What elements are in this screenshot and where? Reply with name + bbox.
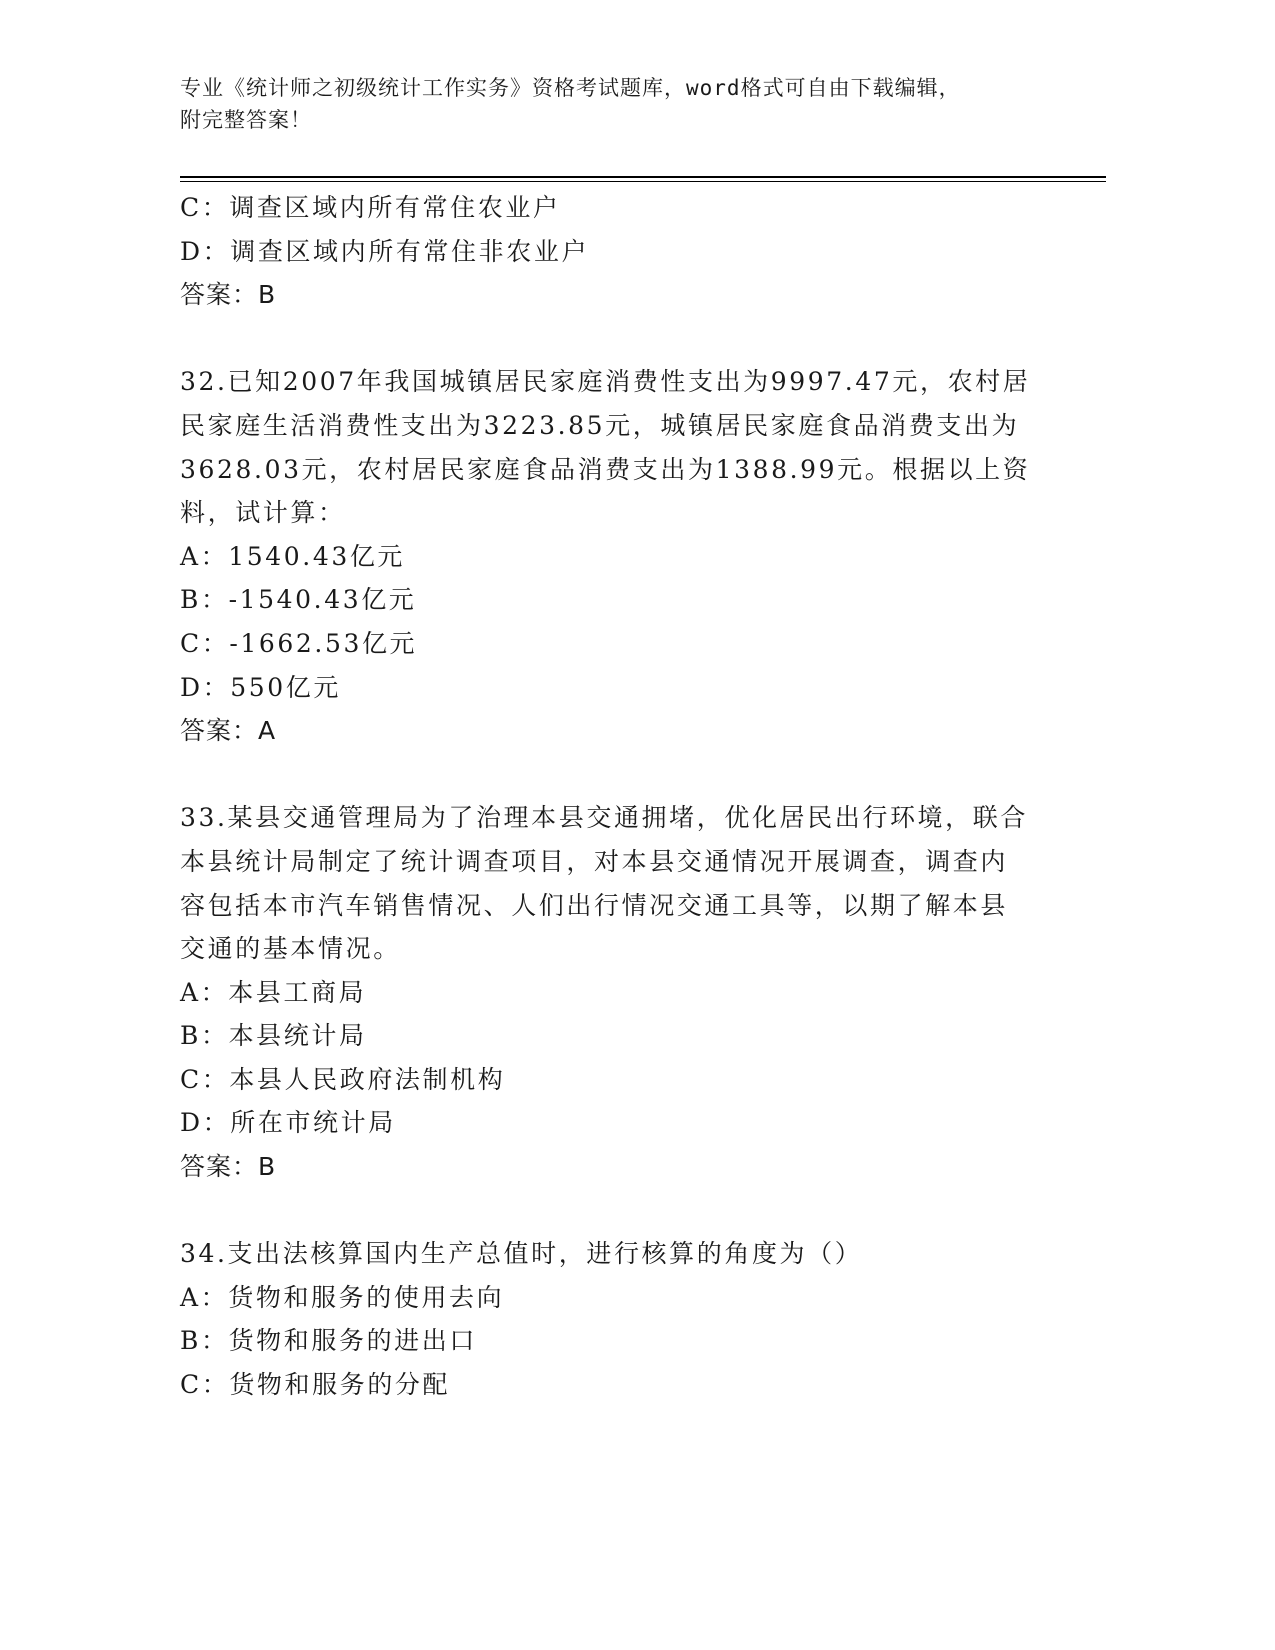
- option-c: C：-1662.53亿元: [180, 628, 418, 658]
- stem-line: 3628.03元，农村居民家庭食品消费支出为1388.99元。根据以上资: [180, 454, 1031, 484]
- option-a: A：1540.43亿元: [180, 541, 406, 571]
- answer-line: 答案：B: [180, 1152, 277, 1182]
- question-stem: [180, 796, 1060, 970]
- option-a: A：货物和服务的使用去向: [180, 1282, 505, 1312]
- stem-line: 本县统计局制定了统计调查项目，对本县交通情况开展调查，调查内: [180, 846, 1009, 876]
- question-33: [180, 796, 1060, 1188]
- option-a: A：本县工商局: [180, 977, 367, 1007]
- spacer: [180, 753, 1060, 797]
- header-divider-thick: [180, 176, 1106, 178]
- question-stem: 34.支出法核算国内生产总值时，进行核算的角度为（）: [180, 1239, 863, 1269]
- option-d: D：所在市统计局: [180, 1108, 396, 1138]
- question-31-tail: [180, 186, 1060, 317]
- option-c: C：货物和服务的分配: [180, 1370, 451, 1400]
- answer-line: 答案：B: [180, 280, 277, 310]
- spacer: [180, 1189, 1060, 1233]
- document-header: [180, 72, 1080, 136]
- header-line-1: 专业《统计师之初级统计工作实务》资格考试题库，word格式可自由下载编辑，: [180, 76, 961, 100]
- option-b: B：货物和服务的进出口: [180, 1326, 477, 1356]
- option-c: C：调查区域内所有常住农业户: [180, 193, 561, 222]
- option-b: B：-1540.43亿元: [180, 585, 417, 615]
- question-stem: [180, 360, 1060, 534]
- question-32: [180, 360, 1060, 752]
- question-list: [180, 186, 1060, 1407]
- stem-line: 容包括本市汽车销售情况、人们出行情况交通工具等，以期了解本县: [180, 890, 1009, 920]
- answer-line: 答案：A: [180, 716, 277, 746]
- spacer: [180, 317, 1060, 361]
- option-b: B：本县统计局: [180, 1021, 367, 1051]
- header-divider-thin: [180, 181, 1106, 182]
- option-c: C：本县人民政府法制机构: [180, 1064, 506, 1094]
- stem-line: 32.已知2007年我国城镇居民家庭消费性支出为9997.47元，农村居: [180, 367, 1031, 397]
- stem-line: 民家庭生活消费性支出为3223.85元，城镇居民家庭食品消费支出为: [180, 410, 1020, 440]
- option-d: D：调查区域内所有常住非农业户: [180, 236, 590, 266]
- stem-line: 33.某县交通管理局为了治理本县交通拥堵，优化居民出行环境，联合: [180, 803, 1028, 833]
- stem-line: 交通的基本情况。: [180, 934, 401, 964]
- stem-line: 料，试计算：: [180, 498, 346, 528]
- header-line-2: 附完整答案！: [180, 108, 312, 132]
- question-34: [180, 1232, 1060, 1406]
- option-d: D：550亿元: [180, 672, 341, 702]
